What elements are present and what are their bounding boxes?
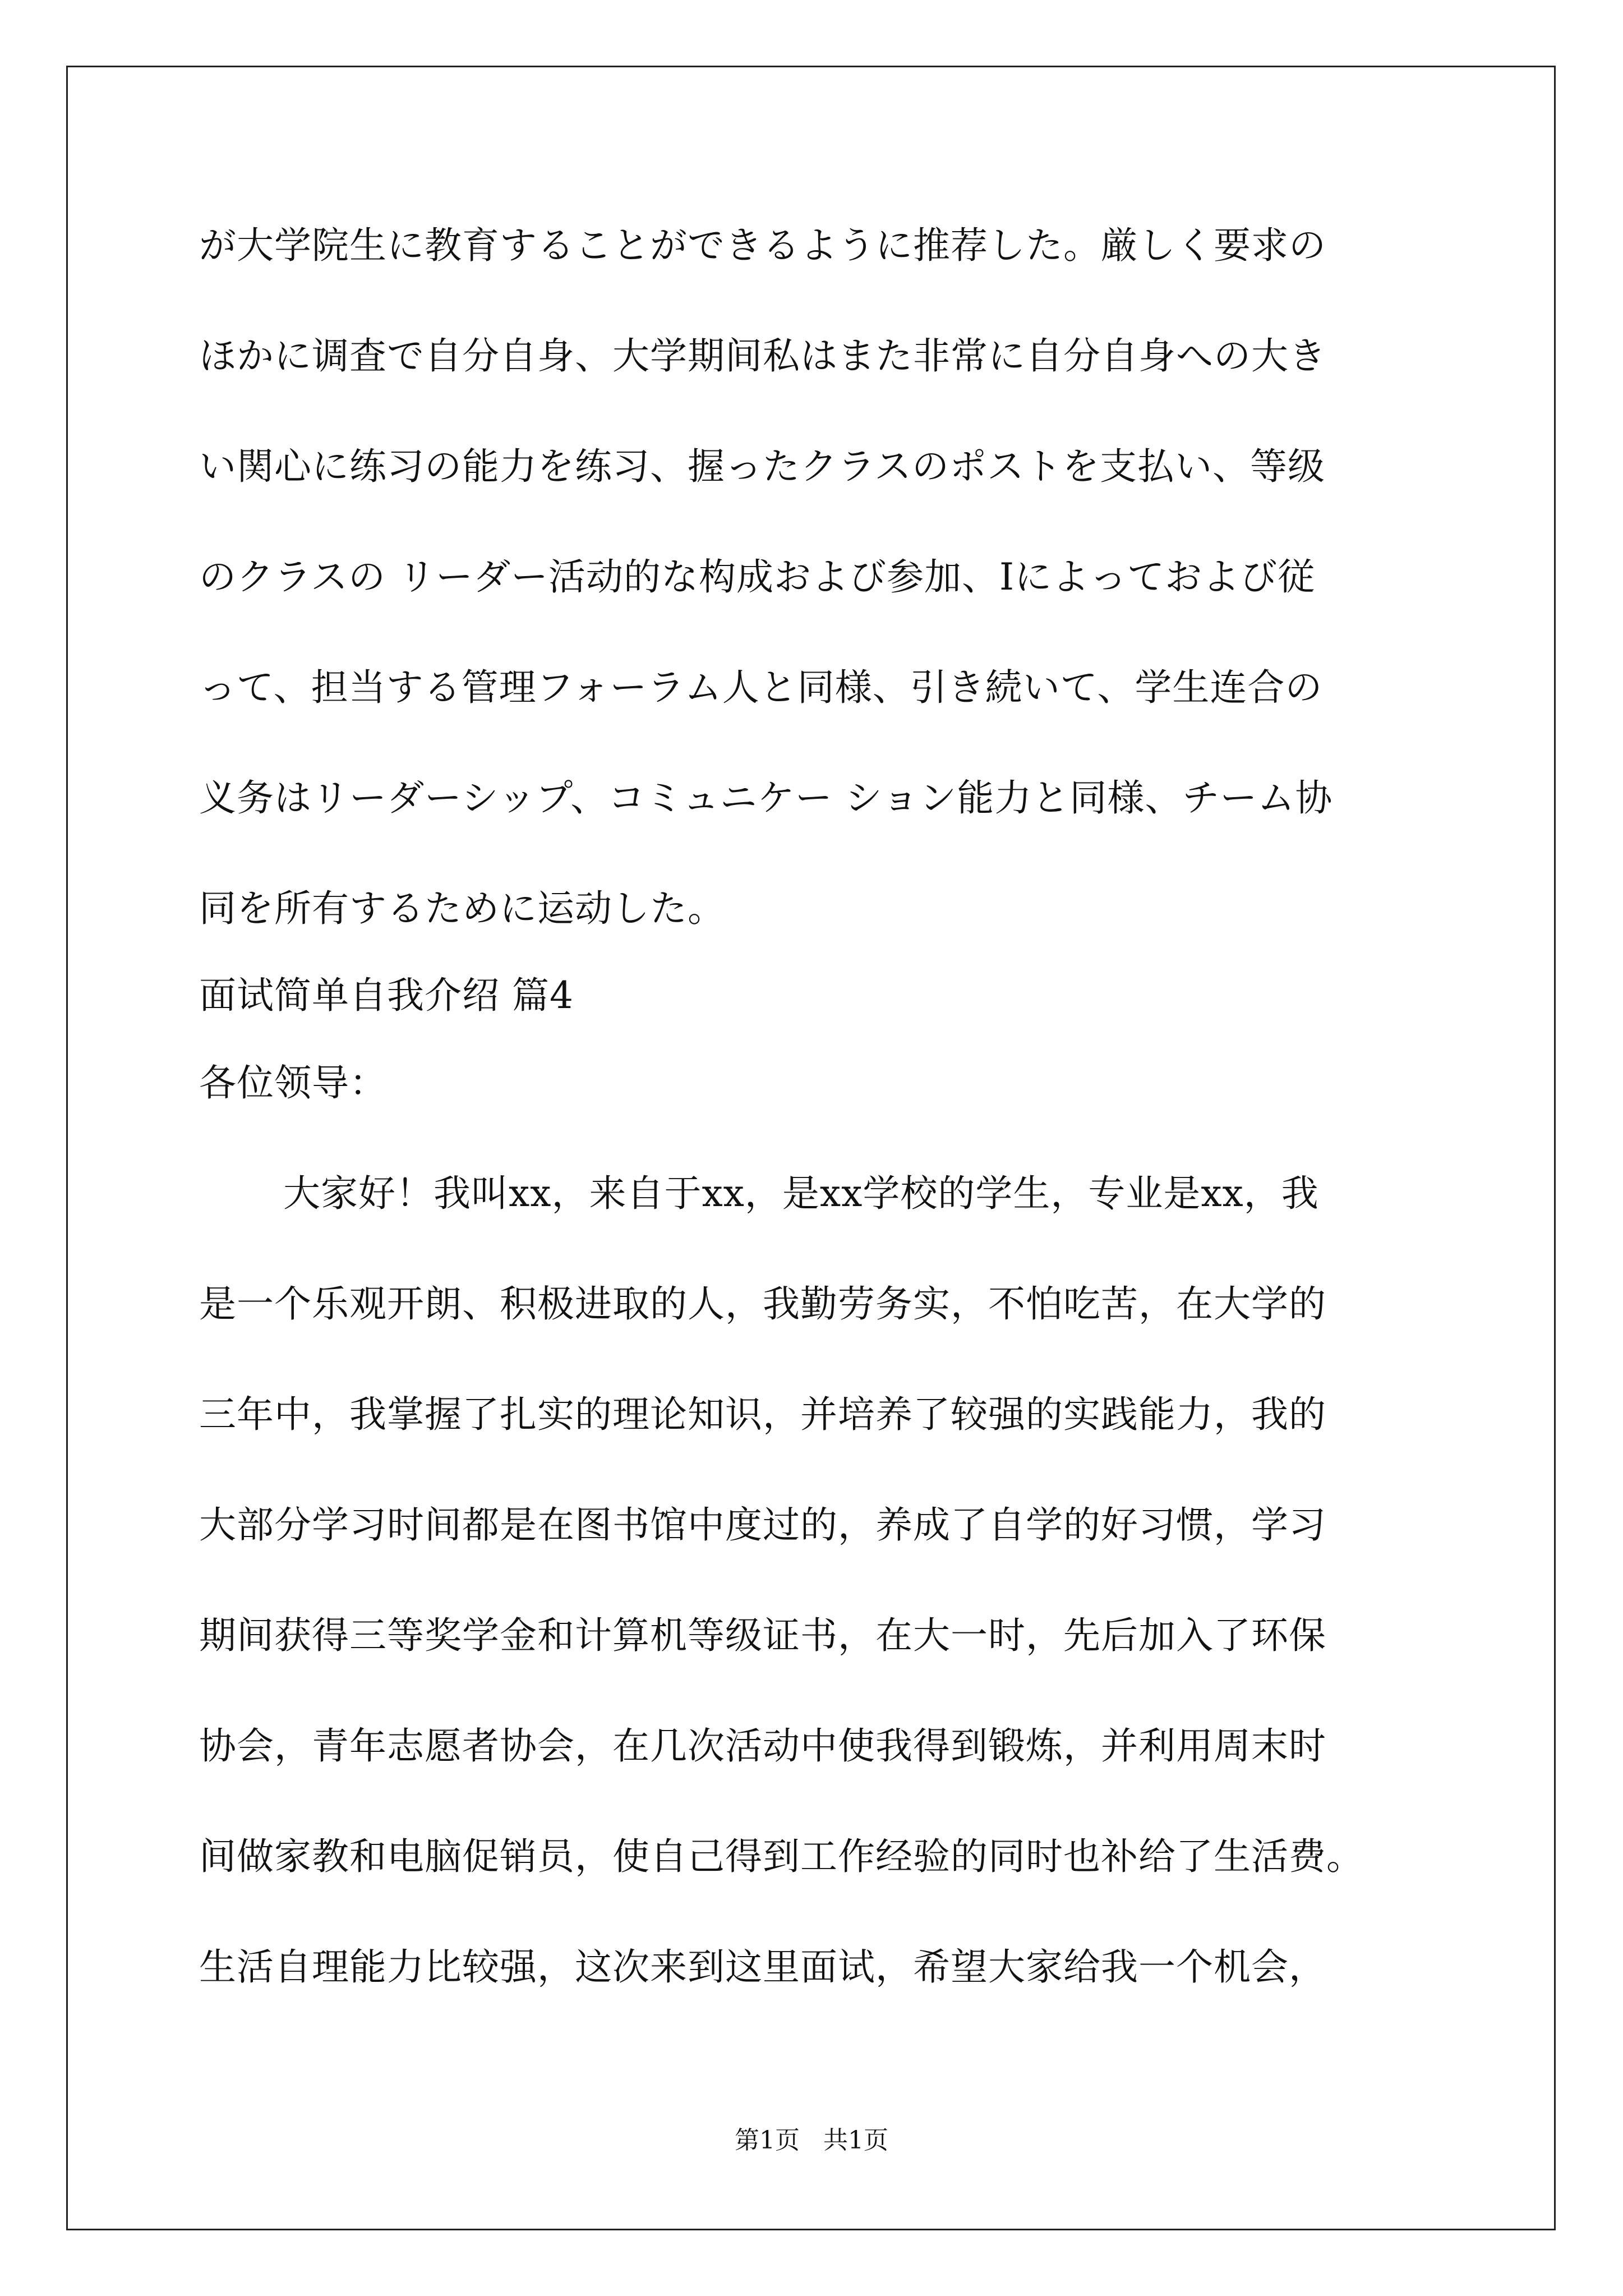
salutation: 各位领导： [199, 1061, 387, 1105]
text-line: 是一个乐观开朗、积极进取的人，我勤劳务实，不怕吃苦，在大学的 [199, 1282, 1326, 1326]
text-line: 大部分学习时间都是在图书馆中度过的，养成了自学的好习惯，学习 [199, 1503, 1326, 1547]
text-line: 间做家教和电脑促销员，使自己得到工作经验的同时也补给了生活费。 [199, 1835, 1364, 1878]
text-line: 三年中，我掌握了扎实的理论知识，并培养了较强的实践能力，我的 [199, 1393, 1326, 1436]
text-line: が大学院生に教育することができるように推荐した。厳しく要求の [199, 224, 1326, 267]
document-body [199, 0, 1472, 2132]
text-line: ほかに调査で自分自身、大学期间私はまた非常に自分自身への大き [199, 334, 1326, 378]
text-line: 义务はリーダーシップ、コミュニケー ション能力と同様、チーム协 [199, 776, 1333, 820]
paragraph-first-line: 大家好！我叫xx，来自于xx，是xx学校的学生，专业是xx，我 [283, 1172, 1319, 1215]
text-line: 生活自理能力比较强，这次来到这里面试，希望大家给我一个机会， [199, 1945, 1326, 1989]
text-line: 同を所有するために运动した。 [199, 887, 725, 930]
text-line: 期间获得三等奖学金和计算机等级证书，在大一时，先后加入了环保 [199, 1614, 1326, 1657]
text-line: 协会，青年志愿者协会，在几次活动中使我得到锻炼，并利用周末时 [199, 1724, 1326, 1768]
text-line: って、担当する管理フォーラム人と同様、引き続いて、学生连合の [199, 666, 1323, 709]
text-line: い関心に练习の能力を练习、握ったクラスのポストを支払い、等级 [199, 445, 1326, 488]
section-heading: 面试简单自我介绍 篇4 [199, 974, 574, 1017]
page-footer: 第1页 共1页 [735, 2126, 888, 2155]
text-line: のクラスの リーダー活动的な构成および参加、Iによっておよび従 [199, 555, 1316, 599]
